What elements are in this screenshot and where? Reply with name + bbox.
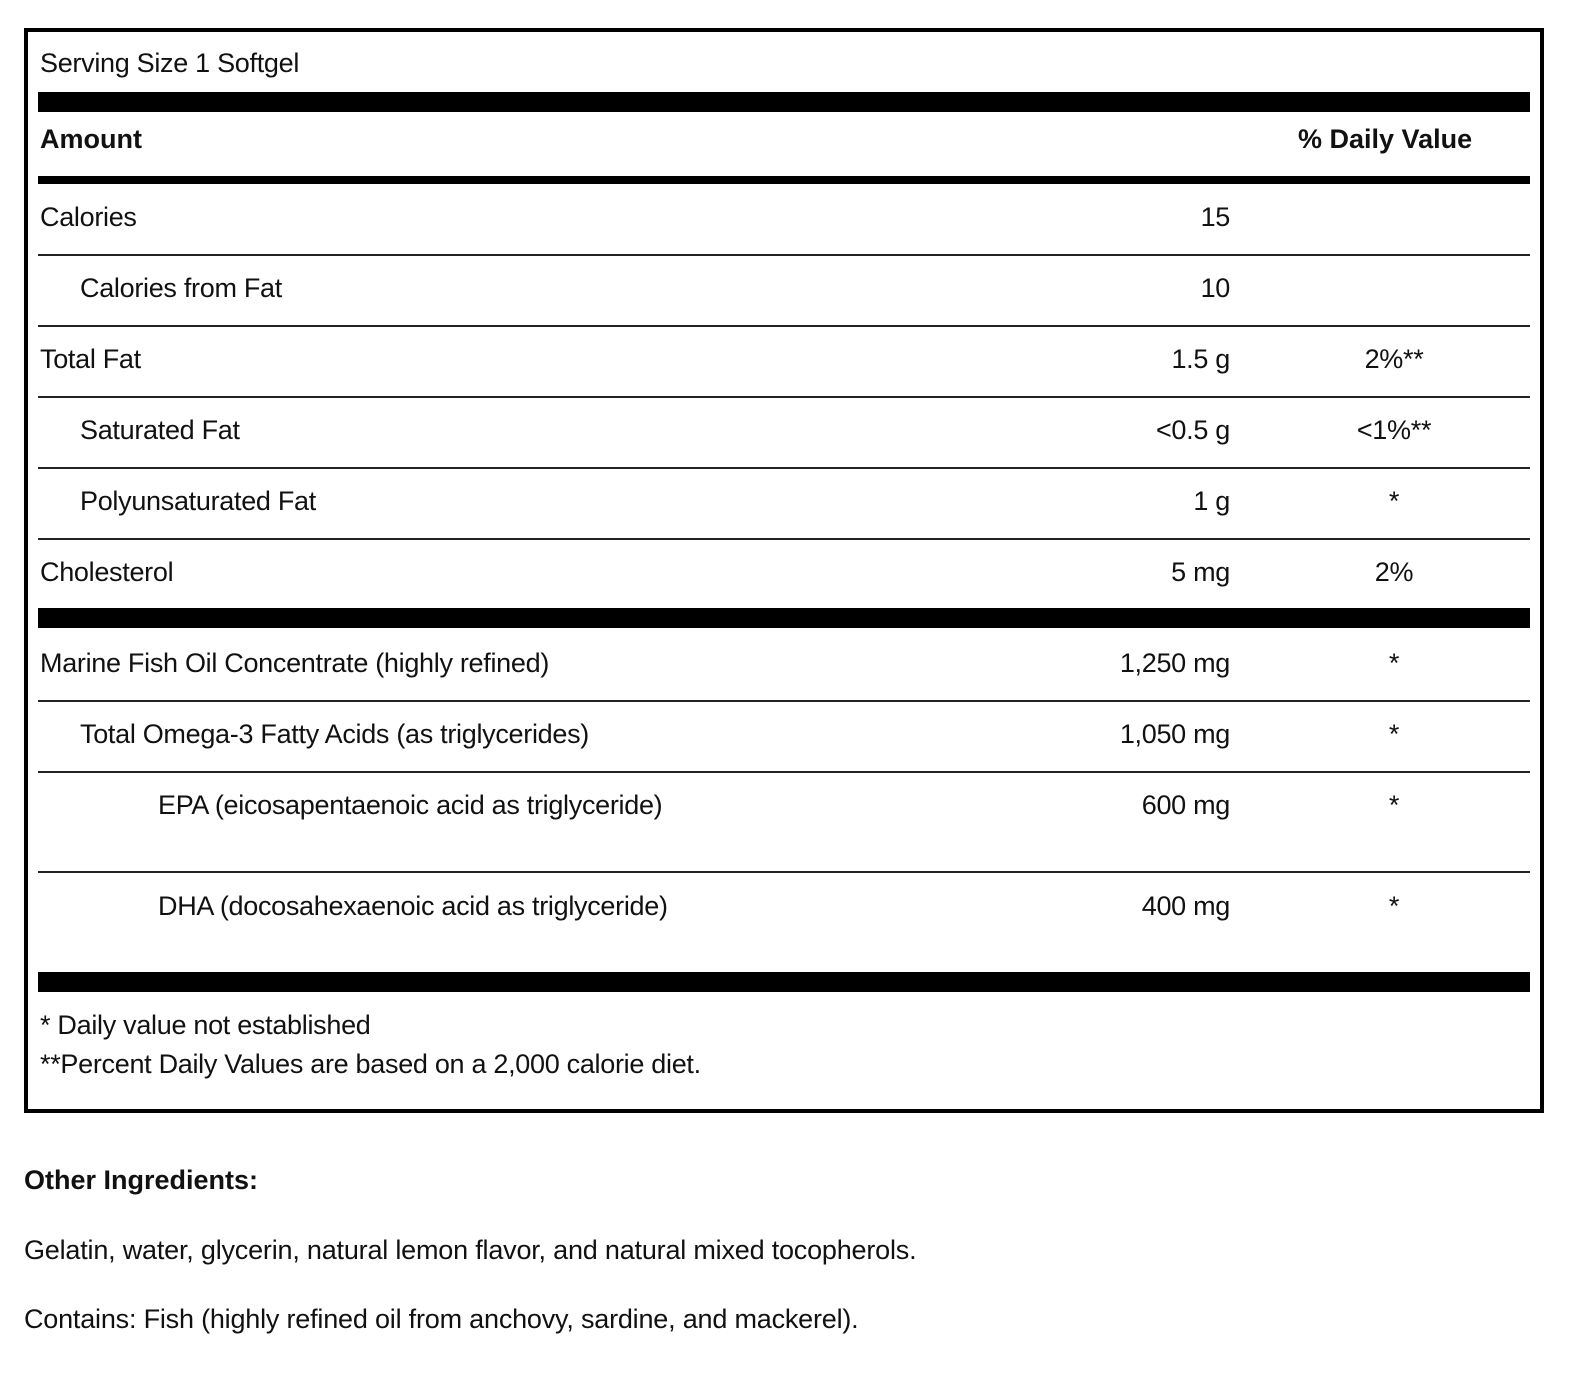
nutrient-daily-value: *	[1388, 486, 1400, 516]
nutrient-amount: 15	[1200, 202, 1230, 232]
ingredient-row-omega-3	[38, 701, 1530, 771]
ingredient-name: Marine Fish Oil Concentrate (highly refined)	[40, 648, 550, 678]
header-divider	[38, 176, 1530, 184]
nutrient-daily-value: 2%**	[1364, 344, 1424, 374]
ingredient-daily-value: *	[1388, 891, 1400, 921]
ingredient-row-dha	[38, 873, 1530, 972]
thick-divider-bottom	[38, 972, 1530, 992]
footnote-daily-value-not-established: * Daily value not established	[40, 1010, 371, 1040]
ingredient-amount: 1,250 mg	[1119, 648, 1230, 678]
serving-size: Serving Size 1 Softgel	[40, 48, 300, 78]
nutrient-row-calories-from-fat	[38, 255, 1530, 325]
thick-divider-top	[38, 92, 1530, 112]
footnotes	[40, 1006, 701, 1084]
nutrient-name: Polyunsaturated Fat	[80, 486, 316, 516]
nutrient-amount: 1.5 g	[1171, 344, 1230, 374]
header-amount: Amount	[40, 124, 142, 154]
nutrient-amount: 5 mg	[1171, 557, 1230, 587]
footnote-percent-daily-values: **Percent Daily Values are based on a 2,000 calorie diet.	[40, 1049, 701, 1079]
ingredient-daily-value: *	[1388, 648, 1400, 678]
allergen-contains-text: Contains: Fish (highly refined oil from anchovy, sardine, and mackerel).	[24, 1304, 859, 1334]
other-ingredients-title: Other Ingredients:	[24, 1165, 259, 1195]
ingredient-daily-value: *	[1388, 719, 1400, 749]
thick-divider-middle	[38, 608, 1530, 628]
nutrient-row-total-fat	[38, 326, 1530, 396]
nutrient-name: Saturated Fat	[80, 415, 240, 445]
other-ingredients-text: Gelatin, water, glycerin, natural lemon flavor, and natural mixed tocopherols.	[24, 1235, 917, 1265]
nutrient-amount: 10	[1200, 273, 1230, 303]
nutrient-daily-value: <1%**	[1356, 415, 1432, 445]
ingredient-name: Total Omega-3 Fatty Acids (as triglycerides)	[80, 719, 589, 749]
nutrient-row-calories	[38, 184, 1530, 254]
ingredient-name: DHA (docosahexaenoic acid as triglyceride)	[158, 891, 668, 921]
ingredient-amount: 1,050 mg	[1119, 719, 1230, 749]
nutrient-daily-value: 2%	[1374, 557, 1414, 587]
nutrient-row-polyunsaturated-fat	[38, 468, 1530, 538]
ingredient-daily-value: *	[1388, 790, 1400, 820]
ingredient-name: EPA (eicosapentaenoic acid as triglyceride)	[158, 790, 663, 820]
nutrient-row-saturated-fat	[38, 397, 1530, 467]
supplement-facts-panel	[24, 28, 1544, 1113]
nutrient-amount: <0.5 g	[1155, 415, 1230, 445]
nutrient-row-cholesterol	[38, 539, 1530, 609]
nutrient-name: Total Fat	[40, 344, 141, 374]
nutrient-amount: 1 g	[1193, 486, 1230, 516]
ingredient-amount: 600 mg	[1141, 790, 1230, 820]
ingredient-row-fish-oil	[38, 630, 1530, 700]
ingredient-amount: 400 mg	[1141, 891, 1230, 921]
nutrient-name: Calories from Fat	[80, 273, 282, 303]
nutrient-name: Cholesterol	[40, 557, 174, 587]
nutrient-name: Calories	[40, 202, 137, 232]
header-daily-value: % Daily Value	[1298, 124, 1473, 154]
ingredient-row-epa	[38, 772, 1530, 871]
